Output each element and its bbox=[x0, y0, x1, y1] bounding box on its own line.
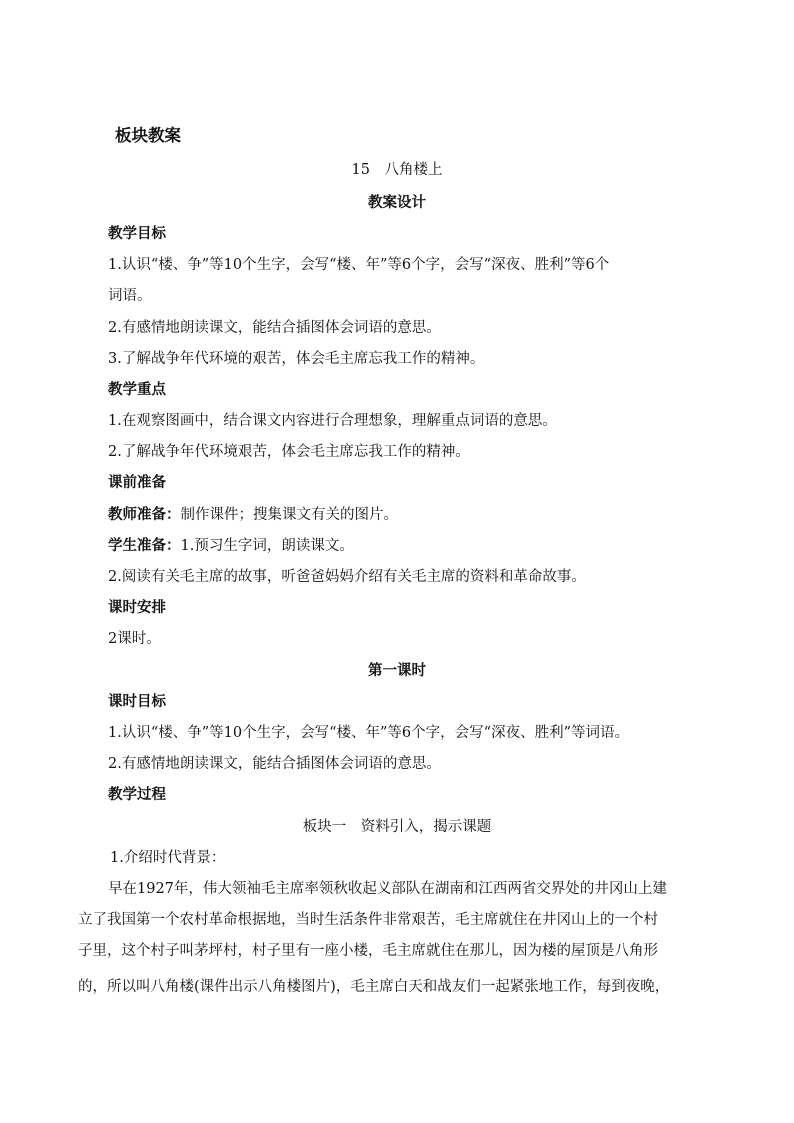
teacher-prep-label: 教师准备： bbox=[108, 506, 181, 523]
student-prep bbox=[108, 536, 728, 556]
teacher-prep-text: 制作课件；搜集课文有关的图片。 bbox=[180, 507, 398, 523]
lesson-goal-1: 1.认识“楼、争”等10个生字，会写“楼、年”等6个字，会写“深夜、胜利”等词语。 bbox=[108, 725, 629, 741]
lesson-title: 15 八角楼上 bbox=[351, 162, 443, 178]
goal-3: 3.了解战争年代环境的艰苦，体会毛主席忘我工作的精神。 bbox=[108, 351, 485, 367]
focus-heading: 教学重点 bbox=[108, 381, 166, 398]
design-title: 教案设计 bbox=[368, 194, 426, 211]
goal-1-line1: 1.认识“楼、争”等10个生字，会写“楼、年”等6个字，会写“深夜、胜利”等6个 bbox=[108, 257, 610, 273]
schedule-text: 2课时。 bbox=[108, 631, 161, 647]
lesson-goal-2: 2.有感情地朗读课文，能结合插图体会词语的意思。 bbox=[108, 756, 441, 772]
intro-step: 1.介绍时代背景： bbox=[110, 850, 226, 866]
goal-2: 2.有感情地朗读课文，能结合插图体会词语的意思。 bbox=[108, 320, 441, 336]
student-prep-2: 2.阅读有关毛主席的故事，听爸爸妈妈介绍有关毛主席的资料和革命故事。 bbox=[108, 569, 586, 585]
paragraph-line-3: 子里，这个村子叫茅坪村，村子里有一座小楼，毛主席就住在那儿，因为楼的屋顶是八角形 bbox=[78, 943, 658, 959]
paragraph-line-1: 早在1927年，伟大领袖毛主席率领秋收起义部队在湖南和江西两省交界处的井冈山上建 bbox=[108, 881, 667, 897]
goal-1-line2: 词语。 bbox=[108, 288, 152, 304]
paragraph-line-4: 的，所以叫八角楼(课件出示八角楼图片)，毛主席白天和战友们一起紧张地工作，每到夜晚， bbox=[78, 979, 670, 995]
document-heading: 板块教案 bbox=[115, 126, 181, 145]
teacher-prep bbox=[108, 505, 728, 525]
paragraph-line-2: 立了我国第一个农村革命根据地，当时生活条件非常艰苦，毛主席就住在井冈山上的一个村 bbox=[78, 912, 658, 928]
goals-heading: 教学目标 bbox=[108, 225, 166, 242]
process-heading: 教学过程 bbox=[108, 786, 166, 803]
block-one-title: 板块一 资料引入，揭示课题 bbox=[302, 819, 492, 835]
student-prep-text: 1.预习生字词，朗读课文。 bbox=[180, 538, 354, 554]
schedule-heading: 课时安排 bbox=[108, 599, 166, 616]
lesson-goals-heading: 课时目标 bbox=[108, 693, 166, 710]
focus-1: 1.在观察图画中，结合课文内容进行合理想象，理解重点词语的意思。 bbox=[108, 413, 557, 429]
prep-heading: 课前准备 bbox=[108, 474, 166, 491]
first-lesson-title: 第一课时 bbox=[368, 662, 426, 679]
student-prep-label: 学生准备： bbox=[108, 537, 181, 554]
focus-2: 2.了解战争年代环境艰苦，体会毛主席忘我工作的精神。 bbox=[108, 444, 470, 460]
